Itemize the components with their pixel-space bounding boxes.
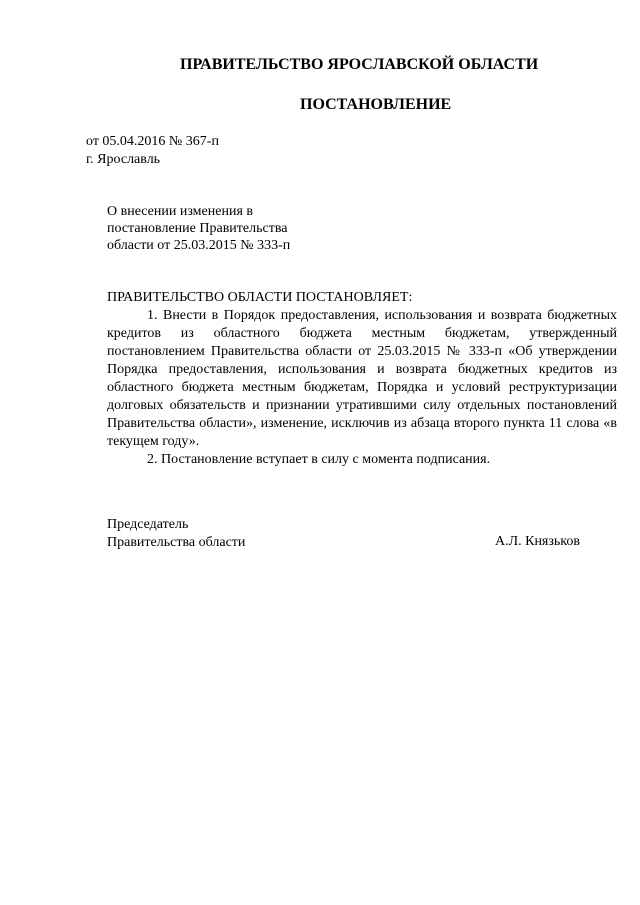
document-meta — [86, 133, 219, 169]
paragraph-1: 1. Внести в Порядок предоставления, использования и возврата бюджетных кредитов из областного бюджета местным бюджетам, утвержденный постановлением Правительства области от 25.03.2015 № 333-п «Об утверждении Порядка предоставления, использования и возврата бюджетных кредитов из областного бюджета местным бюджетам, Порядка и условий реструктуризации долговых обязательств и признании утратившими силу отдельных постановлений Правительства области», изменение, исключив из абзаца второго пункта 11 слова «в текущем году». — [107, 308, 617, 449]
document-type-title: ПОСТАНОВЛЕНИЕ — [300, 96, 452, 113]
signer-title-line-1: Председатель — [107, 517, 189, 532]
preamble: ПРАВИТЕЛЬСТВО ОБЛАСТИ ПОСТАНОВЛЯЕТ: — [107, 290, 413, 305]
subject-line: постановление Правительства — [107, 221, 288, 236]
signer-title — [107, 516, 245, 552]
subject-line: области от 25.03.2015 № 333-п — [107, 238, 291, 253]
organization-title: ПРАВИТЕЛЬСТВО ЯРОСЛАВСКОЙ ОБЛАСТИ — [180, 56, 539, 73]
paragraph-2: 2. Постановление вступает в силу с момента подписания. — [147, 452, 491, 467]
date-number: от 05.04.2016 № 367-п — [86, 134, 219, 149]
signer-name: А.Л. Князьков — [495, 534, 580, 549]
subject-line: О внесении изменения в — [107, 204, 253, 219]
city: г. Ярославль — [86, 152, 161, 167]
signer-title-line-2: Правительства области — [107, 535, 246, 550]
document-body — [107, 289, 617, 469]
document-subject — [107, 203, 290, 254]
